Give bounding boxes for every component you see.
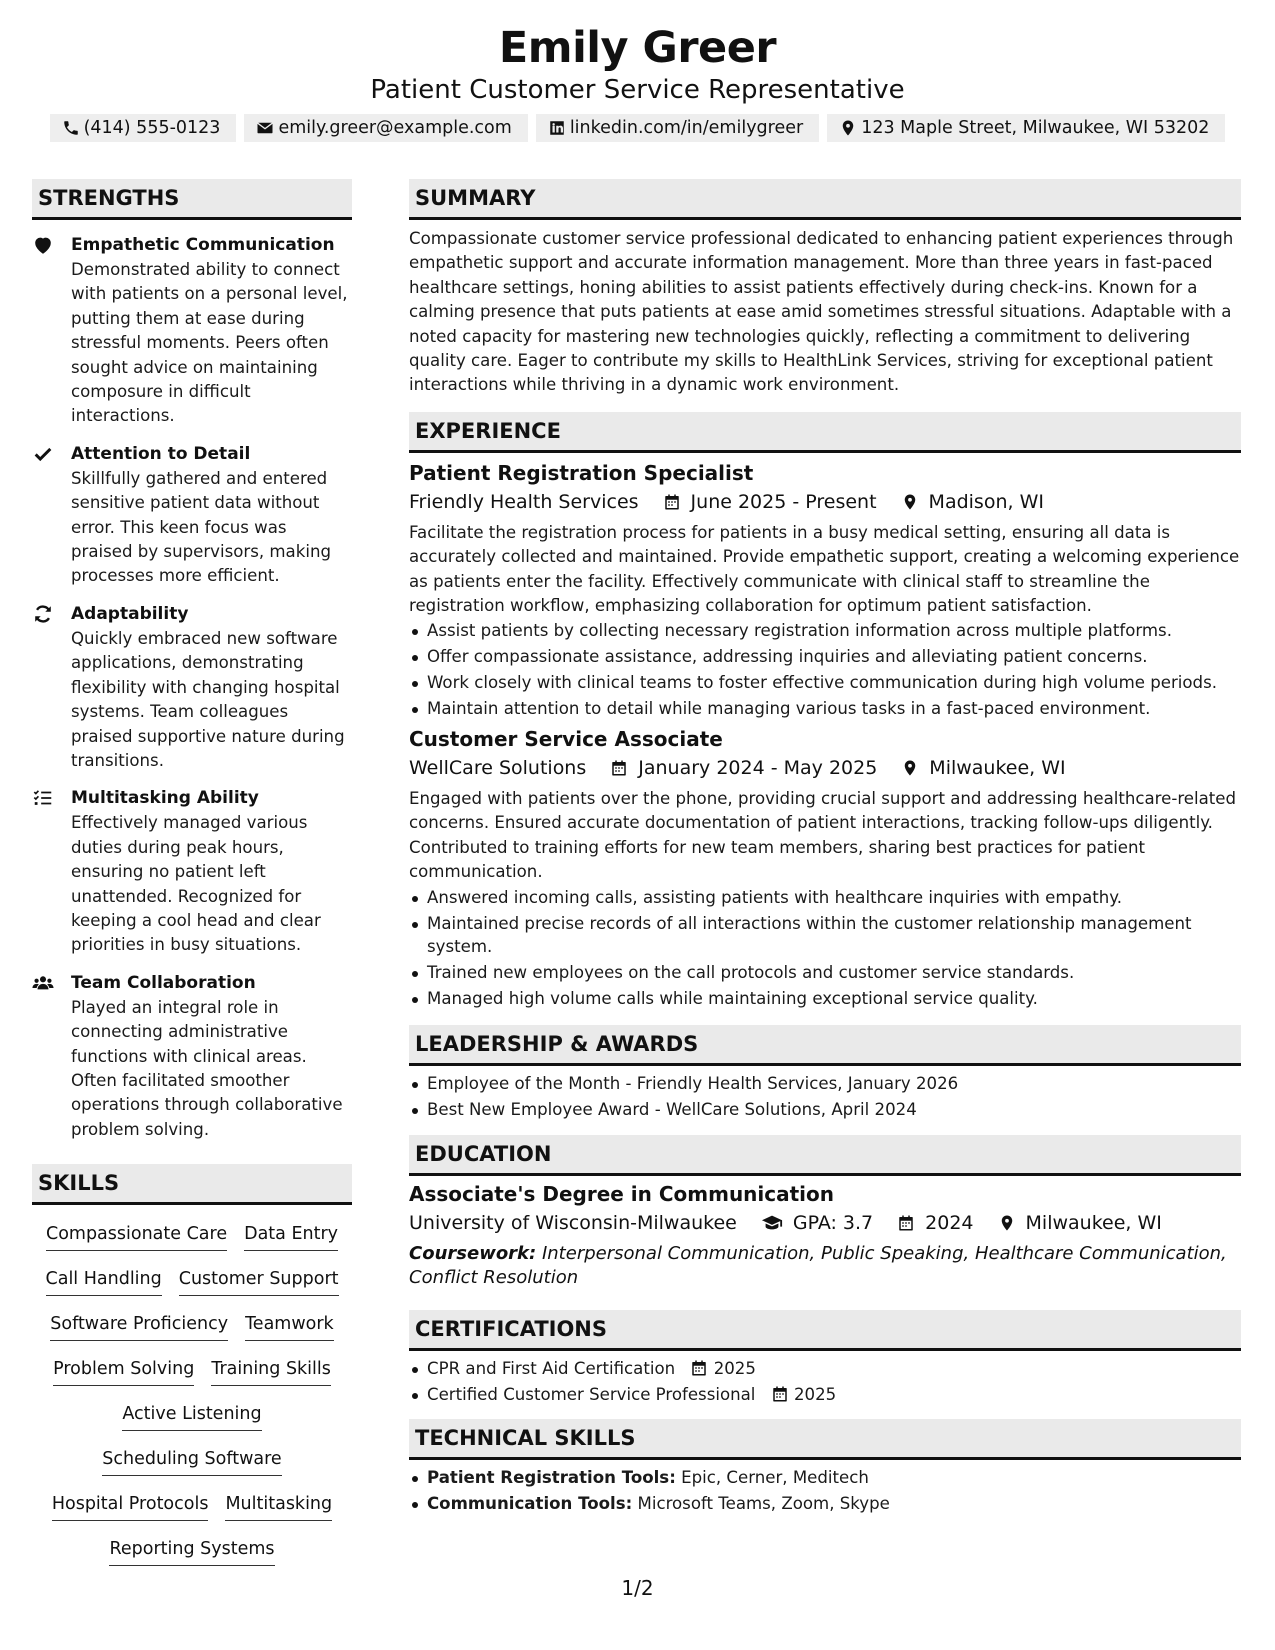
job-bullet: Maintained precise records of all interactions within the customer relationship management system. bbox=[409, 912, 1241, 959]
contact-phone-text: (414) 555-0123 bbox=[83, 118, 221, 138]
degree-name: Associate's Degree in Communication bbox=[409, 1182, 835, 1207]
resume-header bbox=[0, 22, 1275, 142]
left-column bbox=[32, 179, 352, 1581]
technical-skill-label: Patient Registration Tools: bbox=[427, 1467, 676, 1487]
certification-year: 2025 bbox=[713, 1359, 756, 1379]
map-pin-icon bbox=[998, 1214, 1016, 1232]
technical-skills-heading: TECHNICAL SKILLS bbox=[409, 1419, 1241, 1460]
award-item: Best New Employee Award - WellCare Solutions, April 2024 bbox=[409, 1098, 1241, 1122]
skills-list bbox=[32, 1221, 352, 1581]
job-dates: June 2025 - Present bbox=[690, 490, 877, 513]
job-company: WellCare Solutions bbox=[409, 757, 587, 780]
technical-skills-list bbox=[409, 1466, 1241, 1516]
certification-name: CPR and First Aid Certification bbox=[427, 1359, 676, 1379]
skill-tag: Hospital Protocols bbox=[52, 1491, 209, 1521]
skill-tag: Active Listening bbox=[122, 1401, 261, 1431]
contact-linkedin-text: linkedin.com/in/emilygreer bbox=[569, 118, 804, 138]
skills-heading: SKILLS bbox=[32, 1164, 352, 1205]
job-meta bbox=[409, 487, 1241, 517]
skill-tag: Multitasking bbox=[225, 1491, 332, 1521]
skills-row bbox=[32, 1491, 352, 1536]
contact-email-text: emily.greer@example.com bbox=[278, 118, 512, 138]
strength-item bbox=[32, 232, 352, 429]
skill-tag: Problem Solving bbox=[53, 1356, 194, 1386]
candidate-title: Patient Customer Service Representative bbox=[370, 75, 905, 105]
certification-item bbox=[409, 1383, 1241, 1407]
education-meta bbox=[409, 1208, 1241, 1238]
job-bullet: Managed high volume calls while maintaining exceptional service quality. bbox=[409, 987, 1241, 1011]
job-meta bbox=[409, 753, 1241, 783]
job-bullets bbox=[409, 619, 1241, 721]
skill-tag: Scheduling Software bbox=[102, 1446, 281, 1476]
checkmark-icon bbox=[32, 443, 54, 465]
strength-description: Skillfully gathered and entered sensitive patient data without error. This keen focus was praised by supervisors, making processes more efficient. bbox=[71, 468, 331, 586]
calendar-icon bbox=[610, 759, 628, 777]
job-company: Friendly Health Services bbox=[409, 490, 639, 513]
certifications-list bbox=[409, 1357, 1241, 1407]
skill-tag: Customer Support bbox=[179, 1266, 339, 1296]
strength-title: Adaptability bbox=[71, 603, 189, 624]
certification-item bbox=[409, 1357, 1241, 1381]
skill-tag: Compassionate Care bbox=[46, 1221, 227, 1251]
award-item: Employee of the Month - Friendly Health Services, January 2026 bbox=[409, 1072, 1241, 1096]
skill-tag: Training Skills bbox=[211, 1356, 331, 1386]
job-bullet: Offer compassionate assistance, addressing inquiries and alleviating patient concerns. bbox=[409, 645, 1241, 669]
strength-description: Effectively managed various duties during peak hours, ensuring no patient left unattended. Recognized for keeping a cool head and clear priorities in busy situations. bbox=[71, 813, 321, 955]
contact-linkedin[interactable] bbox=[536, 114, 819, 142]
users-icon bbox=[32, 972, 54, 994]
technical-skill-item bbox=[409, 1492, 1241, 1516]
skills-row bbox=[32, 1356, 352, 1401]
strength-title: Attention to Detail bbox=[71, 443, 251, 464]
technical-skill-item bbox=[409, 1466, 1241, 1490]
skill-tag: Data Entry bbox=[244, 1221, 338, 1251]
technical-skill-label: Communication Tools: bbox=[427, 1493, 633, 1513]
right-column bbox=[409, 179, 1241, 1518]
job-location: Madison, WI bbox=[928, 490, 1044, 513]
job-title: Patient Registration Specialist bbox=[409, 460, 754, 485]
coursework-list: Interpersonal Communication, Public Speaking, Healthcare Communication, Conflict Resolution bbox=[409, 1243, 1227, 1289]
calendar-icon bbox=[690, 1359, 708, 1377]
candidate-name: Emily Greer bbox=[498, 23, 777, 73]
strength-description: Quickly embraced new software applications, demonstrating flexibility with changing hospital systems. Team colleagues praised supportive nature during transitions. bbox=[71, 628, 345, 770]
contact-address-text: 123 Maple Street, Milwaukee, WI 53202 bbox=[861, 118, 1210, 138]
calendar-icon bbox=[663, 493, 681, 511]
technical-skill-value: Microsoft Teams, Zoom, Skype bbox=[637, 1493, 890, 1513]
job-bullet: Assist patients by collecting necessary registration information across multiple platforms. bbox=[409, 619, 1241, 643]
job-bullets bbox=[409, 886, 1241, 1011]
education-location: Milwaukee, WI bbox=[1025, 1212, 1162, 1235]
job-bullet: Maintain attention to detail while managing various tasks in a fast-paced environment. bbox=[409, 697, 1241, 721]
coursework bbox=[409, 1242, 1241, 1290]
contact-address bbox=[827, 114, 1225, 142]
contact-email[interactable] bbox=[244, 114, 527, 142]
calendar-icon bbox=[771, 1385, 789, 1403]
strength-description: Demonstrated ability to connect with patients on a personal level, putting them at ease during stressful moments. Peers often sought advice on maintaining composure in difficult interactions. bbox=[71, 260, 348, 426]
strength-title: Multitasking Ability bbox=[71, 788, 259, 809]
job-description: Engaged with patients over the phone, providing crucial support and addressing healthcare-related concerns. Ensured accurate documentation of patient interactions, tracking follow-ups diligently. Contributed to training efforts for new team members, sharing best practices for patient communication. bbox=[409, 789, 1237, 882]
skill-tag: Teamwork bbox=[245, 1311, 334, 1341]
skill-tag: Software Proficiency bbox=[50, 1311, 228, 1341]
calendar-icon bbox=[897, 1214, 915, 1232]
certification-name: Certified Customer Service Professional bbox=[427, 1385, 756, 1405]
skills-row bbox=[32, 1446, 352, 1491]
skills-row bbox=[32, 1311, 352, 1356]
leadership-list bbox=[409, 1072, 1241, 1122]
job-description: Facilitate the registration process for patients in a busy medical setting, ensuring all data is accurately collected and maintained. Provide empathetic support, creating a welcoming experience as patients enter the facility. Effectively communicate with clinical staff to streamline the registration workflow, emphasizing collaboration for optimum patient satisfaction. bbox=[409, 522, 1240, 616]
strength-item bbox=[32, 601, 352, 773]
summary-heading: SUMMARY bbox=[409, 179, 1241, 220]
contact-bar bbox=[0, 114, 1275, 142]
contact-phone[interactable] bbox=[50, 114, 237, 142]
education-year: 2024 bbox=[925, 1212, 974, 1235]
map-pin-icon bbox=[901, 493, 919, 511]
task-list-icon bbox=[32, 787, 54, 809]
education-heading: EDUCATION bbox=[409, 1135, 1241, 1176]
refresh-icon bbox=[32, 603, 54, 625]
job-entry bbox=[409, 725, 1241, 1011]
strength-item bbox=[32, 785, 352, 957]
job-bullet: Trained new employees on the call protocols and customer service standards. bbox=[409, 961, 1241, 985]
strength-title: Empathetic Communication bbox=[71, 235, 335, 255]
skills-row bbox=[32, 1266, 352, 1311]
skill-tag: Reporting Systems bbox=[109, 1536, 274, 1566]
map-pin-icon bbox=[901, 759, 919, 777]
map-pin-icon bbox=[839, 119, 857, 137]
job-title: Customer Service Associate bbox=[409, 727, 723, 752]
job-bullet: Work closely with clinical teams to foster effective communication during high volume periods. bbox=[409, 671, 1241, 695]
school-name: University of Wisconsin-Milwaukee bbox=[409, 1212, 737, 1235]
certification-year: 2025 bbox=[793, 1385, 837, 1405]
strength-title: Team Collaboration bbox=[71, 972, 256, 993]
job-location: Milwaukee, WI bbox=[929, 757, 1066, 780]
graduation-cap-icon bbox=[761, 1212, 783, 1234]
experience-heading: EXPERIENCE bbox=[409, 412, 1241, 453]
linkedin-icon bbox=[548, 119, 566, 137]
technical-skill-value: Epic, Cerner, Meditech bbox=[681, 1467, 869, 1487]
strength-item bbox=[32, 441, 352, 589]
skill-tag: Call Handling bbox=[46, 1266, 162, 1296]
education-gpa: GPA: 3.7 bbox=[792, 1212, 874, 1235]
certifications-heading: CERTIFICATIONS bbox=[409, 1310, 1241, 1351]
skills-row bbox=[32, 1221, 352, 1266]
envelope-icon bbox=[256, 119, 274, 137]
leadership-heading: LEADERSHIP & AWARDS bbox=[409, 1025, 1241, 1066]
strengths-heading: STRENGTHS bbox=[32, 179, 352, 220]
page-number: 1/2 bbox=[621, 1576, 654, 1600]
job-dates: January 2024 - May 2025 bbox=[638, 757, 878, 780]
strength-item bbox=[32, 970, 352, 1142]
heart-icon bbox=[32, 234, 54, 256]
coursework-label: Coursework: bbox=[409, 1243, 537, 1265]
strength-description: Played an integral role in connecting administrative functions with clinical areas. Often facilitated smoother operations through collaborative problem solving. bbox=[71, 997, 343, 1139]
phone-icon bbox=[62, 119, 80, 137]
skills-row bbox=[32, 1401, 352, 1446]
summary-text: Compassionate customer service professional dedicated to enhancing patient experiences through empathetic support and accurate information management. More than three years in fast-paced healthcare settings, honing abilities to assist patients effectively during check-ins. Known for a calming presence that puts patients at ease amid sometimes stressful situations. Adaptable with a noted capacity for mastering new technologies quickly, reflecting a commitment to delivering quality care. Eager to contribute my skills to HealthLink Services, striving for exceptional patient interactions while thriving in a dynamic work environment. bbox=[409, 229, 1234, 395]
job-entry bbox=[409, 459, 1241, 721]
job-bullet: Answered incoming calls, assisting patients with healthcare inquiries with empathy. bbox=[409, 886, 1241, 910]
skills-row bbox=[32, 1536, 352, 1581]
